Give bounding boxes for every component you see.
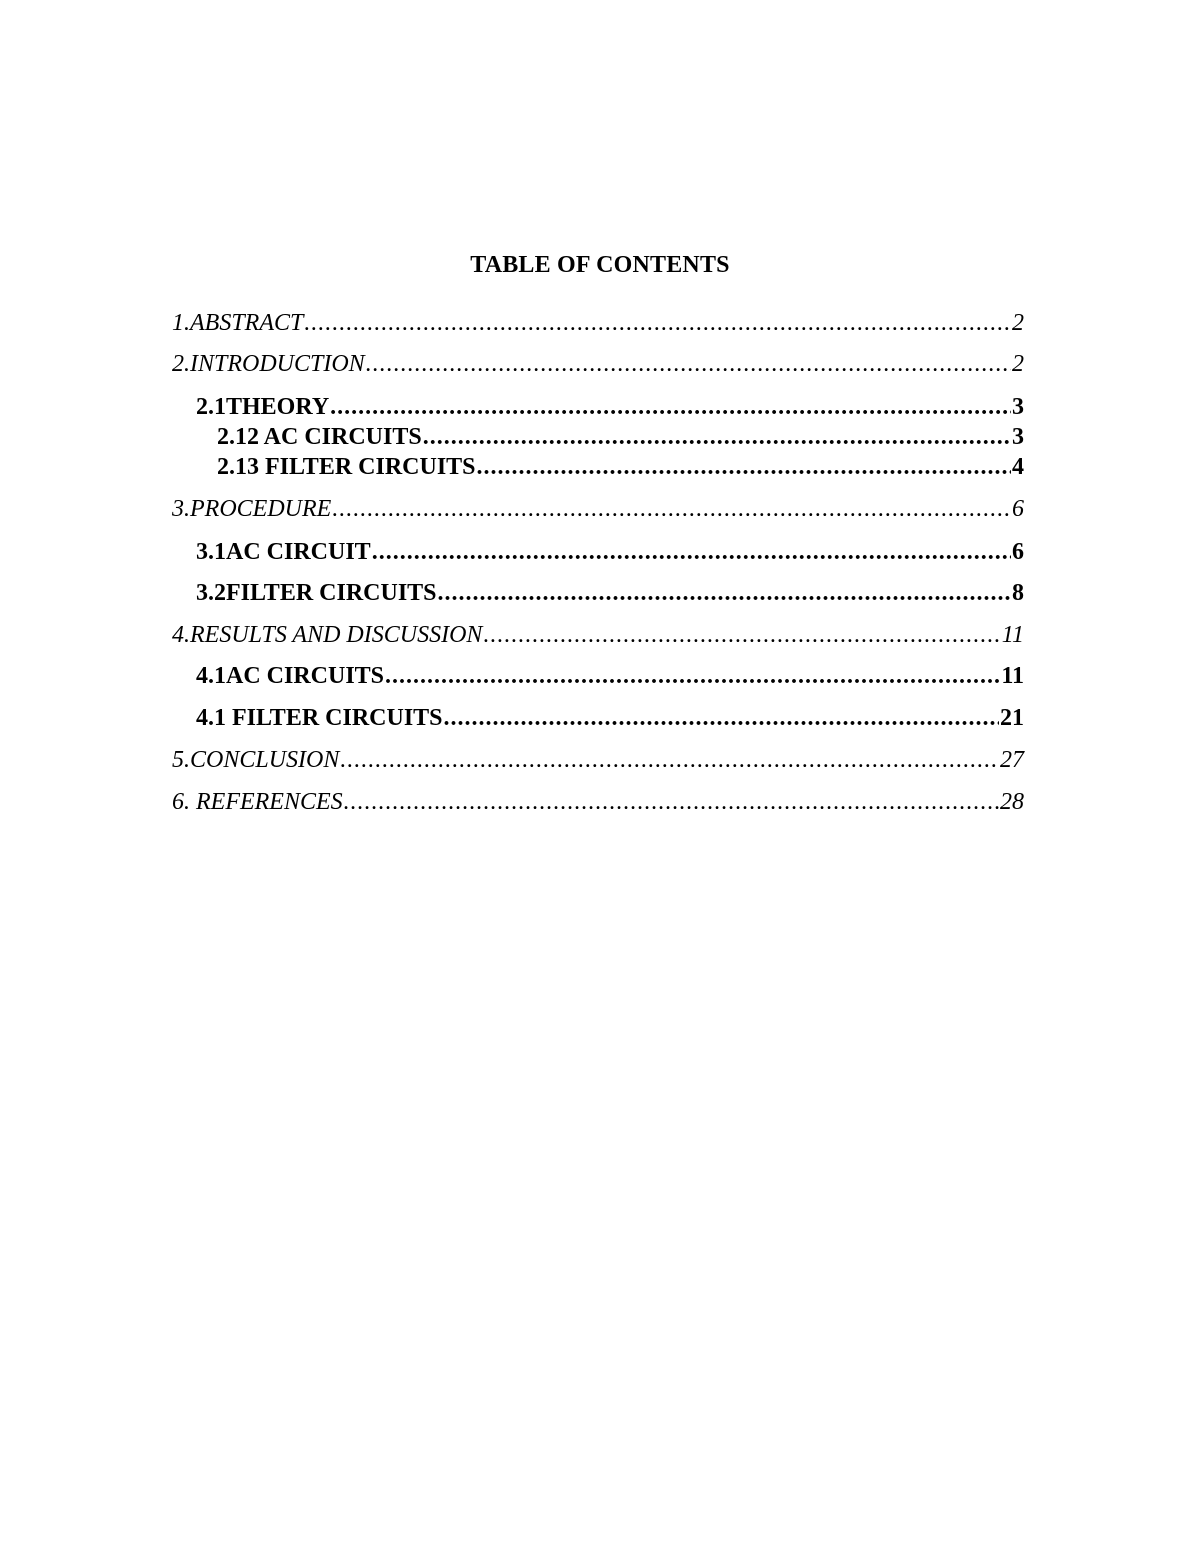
toc-entry-results-and-discussion[interactable] bbox=[172, 620, 1024, 650]
toc-entry-page: 27 bbox=[1000, 747, 1024, 773]
toc-entry-label: CONCLUSION bbox=[190, 747, 340, 773]
dot-leader bbox=[344, 787, 999, 817]
toc-entry-label: FILTER CIRCUITS bbox=[226, 580, 437, 606]
toc-entry-conclusion[interactable] bbox=[172, 745, 1024, 775]
dot-leader bbox=[340, 745, 999, 775]
dot-leader bbox=[444, 703, 999, 733]
toc-entry-number: 3.2 bbox=[196, 580, 226, 606]
toc-entry-page: 28 bbox=[1000, 789, 1024, 815]
toc-entry-page: 3 bbox=[1012, 394, 1024, 420]
dot-leader bbox=[366, 349, 1011, 379]
toc-entry-label: 2.12 AC CIRCUITS bbox=[217, 424, 422, 450]
toc-entry-label: INTRODUCTION bbox=[190, 351, 365, 377]
toc-entry-introduction[interactable] bbox=[172, 349, 1024, 379]
dot-leader bbox=[423, 422, 1011, 452]
dot-leader bbox=[304, 308, 1011, 338]
toc-entry-page: 6 bbox=[1012, 496, 1024, 522]
dot-leader bbox=[483, 620, 1000, 650]
toc-entry-filter-circuits-4-1[interactable] bbox=[196, 703, 1024, 733]
toc-entry-label: ABSTRACT bbox=[190, 310, 304, 336]
toc-entry-label: 4.1 FILTER CIRCUITS bbox=[196, 705, 443, 731]
dot-leader bbox=[385, 661, 1000, 691]
dot-leader bbox=[332, 494, 1011, 524]
toc-entry-references[interactable] bbox=[172, 787, 1024, 817]
toc-entry-page: 6 bbox=[1012, 539, 1024, 565]
dot-leader bbox=[372, 537, 1011, 567]
toc-entry-label: AC CIRCUIT bbox=[226, 539, 371, 565]
toc-entry-page: 4 bbox=[1012, 454, 1024, 480]
toc-entry-number: 2. bbox=[172, 351, 190, 377]
toc-entry-page: 2 bbox=[1012, 351, 1024, 377]
toc-entry-page: 21 bbox=[1000, 705, 1024, 731]
toc-entry-number: 3. bbox=[172, 496, 190, 522]
toc-entry-page: 2 bbox=[1012, 310, 1024, 336]
toc-entry-procedure[interactable] bbox=[172, 494, 1024, 524]
dot-leader bbox=[438, 578, 1011, 608]
toc-entry-filter-circuits-2-13[interactable] bbox=[217, 452, 1024, 482]
toc-entry-page: 3 bbox=[1012, 424, 1024, 450]
toc-entry-filter-circuits-3-2[interactable] bbox=[196, 578, 1024, 608]
toc-entry-number: 1. bbox=[172, 310, 190, 336]
toc-entry-ac-circuits-2-12[interactable] bbox=[217, 422, 1024, 452]
toc-entry-number: 3.1 bbox=[196, 539, 226, 565]
toc-entry-abstract[interactable] bbox=[172, 308, 1024, 338]
toc-entry-page: 11 bbox=[1001, 663, 1024, 689]
toc-entry-number: 5. bbox=[172, 747, 190, 773]
toc-entry-page: 8 bbox=[1012, 580, 1024, 606]
toc-entry-label: RESULTS AND DISCUSSION bbox=[190, 622, 483, 648]
toc-entry-ac-circuit[interactable] bbox=[196, 537, 1024, 567]
toc-entry-label: AC CIRCUITS bbox=[226, 663, 385, 689]
dot-leader bbox=[477, 452, 1011, 482]
toc-entry-number: 2.1 bbox=[196, 394, 226, 420]
toc-entry-label: PROCEDURE bbox=[190, 496, 332, 522]
toc-entry-page: 11 bbox=[1001, 622, 1024, 648]
toc-entry-number: 4.1 bbox=[196, 663, 226, 689]
toc-entry-label: THEORY bbox=[226, 394, 330, 420]
toc-entry-label: 6. REFERENCES bbox=[172, 789, 343, 815]
toc-entry-theory[interactable] bbox=[196, 392, 1024, 422]
toc-entry-ac-circuits-4-1[interactable] bbox=[196, 661, 1024, 691]
toc-entry-number: 4. bbox=[172, 622, 190, 648]
dot-leader bbox=[330, 392, 1011, 422]
toc-entry-label: 2.13 FILTER CIRCUITS bbox=[217, 454, 476, 480]
page-title: TABLE OF CONTENTS bbox=[470, 252, 730, 278]
